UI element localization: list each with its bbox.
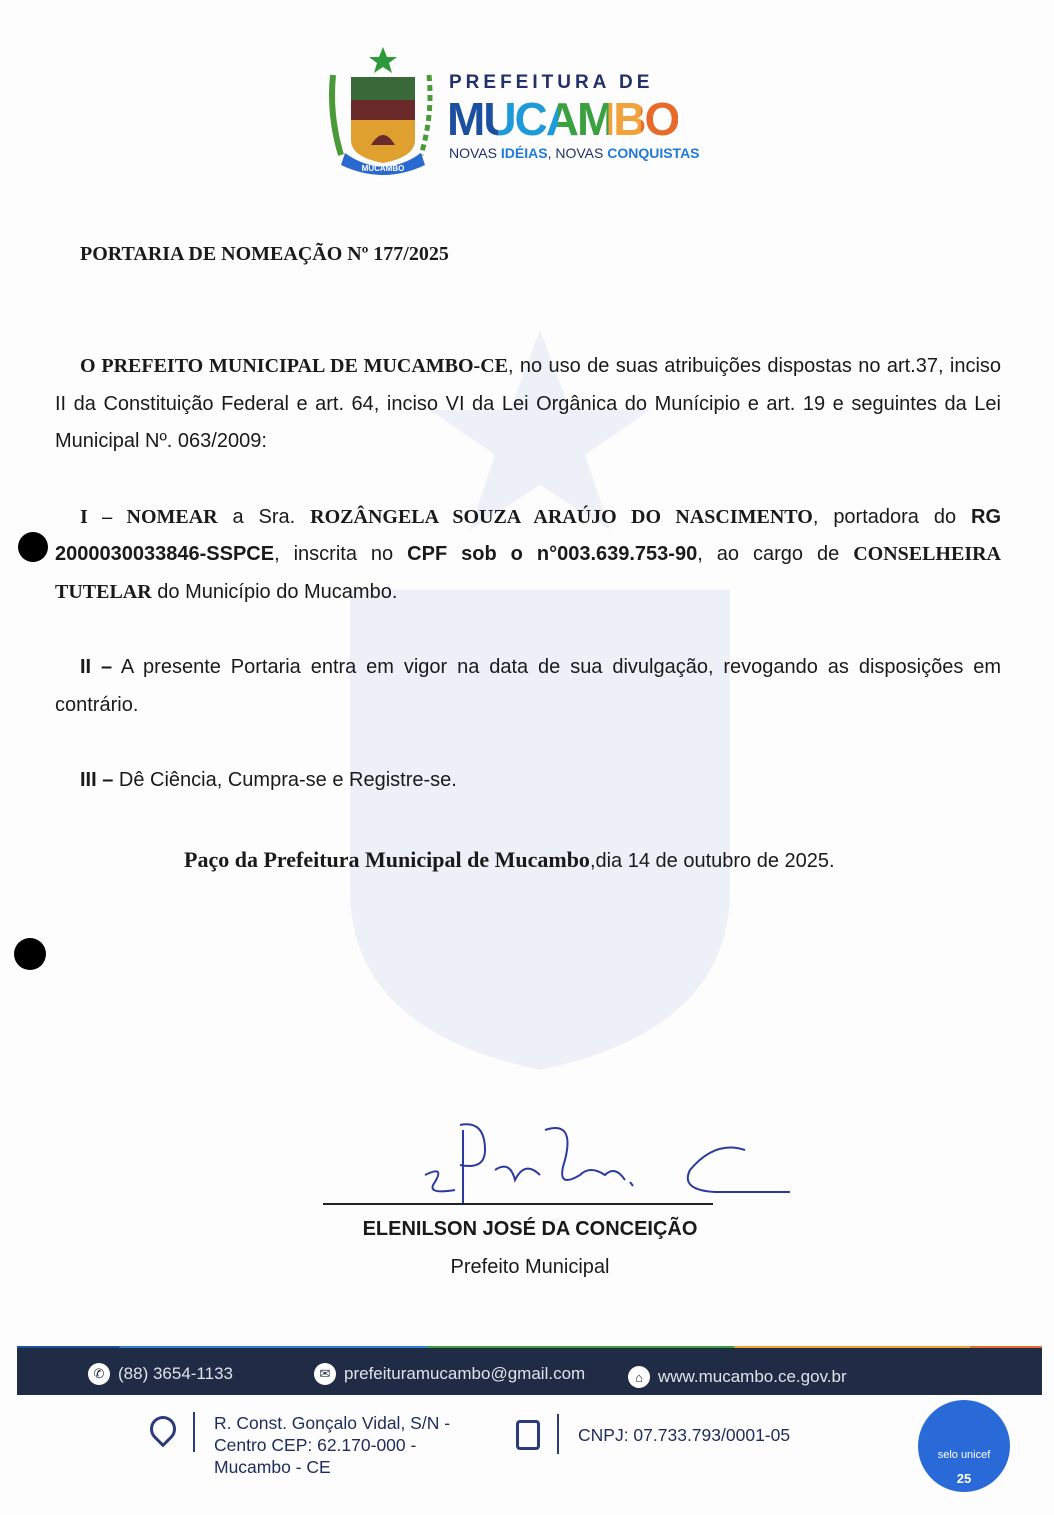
text: , no uso de suas atribuições dispostas no art.37, inciso II da Constituição Federal e art. 64, inciso VI da Lei Orgânica do Munícipio e art. 19 e seguintes da Lei Municipal Nº. 063/2009:: [55, 355, 1002, 452]
phone-icon: ✆: [88, 1363, 110, 1385]
logo-main-text: MUCAMBO: [447, 93, 679, 145]
seal-number: 25: [956, 1471, 972, 1486]
address-line: Mucambo - CE: [214, 1457, 331, 1477]
document-body: [55, 348, 1001, 876]
place-date: [55, 845, 1001, 876]
punch-hole: [14, 938, 46, 970]
footer-cnpj: CNPJ: 07.733.793/0001-05: [578, 1425, 791, 1445]
address-line: Centro CEP: 62.170-000 -: [214, 1435, 417, 1455]
seal-text: selo unicef: [937, 1449, 991, 1461]
paragraph-article-2: [55, 649, 1001, 724]
text: A presente Portaria entra em vigor na data de sua divulgação, revogando as disposições em contrário.: [55, 656, 1002, 716]
text: ,dia 14 de outubro de 2025.: [589, 849, 835, 872]
email-text[interactable]: prefeituramucambo@gmail.com: [344, 1364, 586, 1383]
text: do Município do Mucambo.: [151, 580, 398, 603]
slogan-part: CONQUISTAS: [607, 145, 700, 161]
position-title: CONSELHEIRA TUTELAR: [55, 543, 1001, 603]
footer-website[interactable]: [628, 1366, 847, 1388]
logo-slogan: [449, 145, 700, 161]
phone-text: (88) 3654-1133: [118, 1364, 233, 1383]
document-title: PORTARIA DE NOMEAÇÃO Nº 177/2025: [80, 243, 449, 265]
text: , portadora do: [812, 505, 971, 528]
svg-text:MUCAMBO: MUCAMBO: [361, 164, 405, 173]
paragraph-article-3: [55, 762, 1001, 800]
address-line: R. Const. Gonçalo Vidal, S/N -: [214, 1413, 451, 1433]
document-icon: [516, 1420, 540, 1450]
location-pin-icon: [145, 1411, 182, 1448]
home-icon: ⌂: [628, 1366, 650, 1388]
punch-hole: [18, 532, 48, 562]
appointee-name: ROZÂNGELA SOUZA ARAÚJO DO NASCIMENTO: [310, 505, 813, 528]
text: Dê Ciência, Cumpra-se e Registre-se.: [113, 769, 457, 791]
footer-address: [214, 1412, 450, 1478]
text: a Sra.: [217, 505, 311, 528]
rg-number: RG 2000030033846-SSPCE: [55, 505, 1001, 565]
text-bold: I – NOMEAR: [80, 505, 218, 528]
unicef-seal: [918, 1400, 1010, 1492]
cpf-number: CPF sob o n°003.639.753-90: [407, 543, 698, 565]
website-text[interactable]: www.mucambo.ce.gov.br: [658, 1367, 847, 1386]
text-bold: Paço da Prefeitura Municipal de Mucambo: [184, 846, 590, 872]
municipal-logo: [325, 45, 745, 175]
logo-top-text: PREFEITURA DE: [449, 72, 654, 93]
signatory-role: Prefeito Municipal: [450, 1256, 610, 1278]
paragraph-preamble: [55, 348, 1001, 461]
footer-phone: [88, 1363, 233, 1385]
text-bold: III –: [80, 769, 114, 791]
signature-scribble: [415, 1120, 800, 1210]
paragraph-article-1: [55, 499, 1001, 612]
divider: [557, 1414, 559, 1454]
email-icon: ✉: [314, 1363, 336, 1385]
text: , ao cargo de: [697, 543, 854, 565]
text: , inscrita no: [274, 543, 408, 565]
slogan-part: NOVAS: [449, 145, 501, 161]
footer-email[interactable]: [314, 1363, 585, 1385]
divider: [193, 1412, 195, 1452]
crest-icon: [325, 45, 437, 175]
slogan-part: , NOVAS: [547, 145, 608, 161]
text-bold: O PREFEITO MUNICIPAL DE MUCAMBO-CE: [80, 355, 509, 377]
slogan-part: IDÉIAS: [500, 145, 548, 161]
signature-line: [323, 1203, 713, 1205]
signatory-name: ELENILSON JOSÉ DA CONCEIÇÃO: [362, 1218, 698, 1240]
text-bold: II –: [80, 656, 113, 678]
